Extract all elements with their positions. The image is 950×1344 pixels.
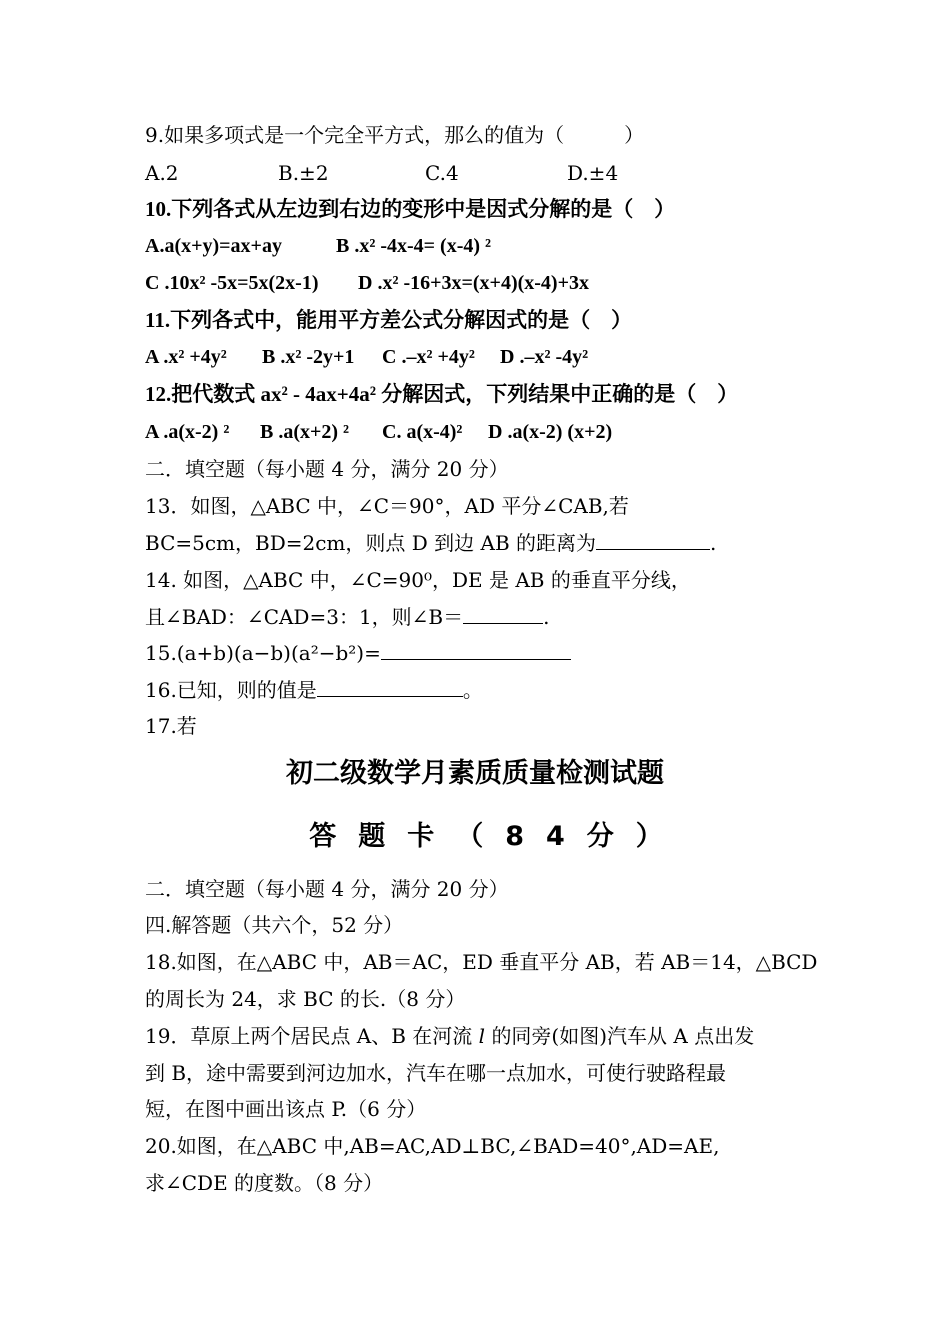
q14-line1: 14. 如图，△ABC 中，∠C=90⁰，DE 是 AB 的垂直平分线， xyxy=(145,568,691,592)
q13-end: . xyxy=(710,531,717,555)
q18-line1: 18.如图，在△ABC 中，AB＝AC，ED 垂直平分 AB，若 AB＝14，△BCD xyxy=(145,950,818,974)
q13-line1: 13．如图，△ABC 中，∠C＝90°，AD 平分∠CAB,若 xyxy=(145,494,629,518)
answer-card-subtitle: 答题卡（84分） xyxy=(309,821,685,852)
q15-answer-blank[interactable] xyxy=(381,641,571,660)
q9-option-a: A.2 xyxy=(145,161,179,185)
q9-option-b: B.±2 xyxy=(278,161,329,185)
q14-text: 且∠BAD：∠CAD=3：1，则∠B＝ xyxy=(145,605,464,629)
q20-line1: 20.如图，在△ABC 中,AB=AC,AD⊥BC,∠BAD=40°,AD=AE, xyxy=(145,1134,720,1158)
q10-option-b: B .x² -4x-4= (x-4) ² xyxy=(336,235,492,257)
q11-option-b: B .x² -2y+1 xyxy=(262,346,355,368)
q20-line2: 求∠CDE 的度数。（8 分） xyxy=(145,1171,384,1195)
q10-option-c: C .10x² -5x=5x(2x-1) xyxy=(145,272,319,294)
q19-text-b: 的同旁(如图)汽车从 A 点出发 xyxy=(491,1024,755,1048)
q11-option-d: D .–x² -4y² xyxy=(500,346,589,368)
q12-option-c: C. a(x-4)² xyxy=(382,421,463,443)
q9-option-c: C.4 xyxy=(425,161,459,185)
q11-option-c: C .–x² +4y² xyxy=(382,346,475,368)
answer-card-title: 初二级数学月素质质量检测试题 xyxy=(286,758,664,789)
q9-stem: 9.如果多项式是一个完全平方式，那么的值为（ ） xyxy=(145,123,645,147)
q16-line xyxy=(145,677,483,703)
q19-river-variable: l xyxy=(478,1024,486,1048)
q14-answer-blank[interactable] xyxy=(463,605,543,624)
answer-section-fill-in: 二．填空题（每小题 4 分，满分 20 分） xyxy=(145,877,509,901)
q10-option-a: A.a(x+y)=ax+ay xyxy=(145,235,282,257)
section-fill-in-heading: 二．填空题（每小题 4 分，满分 20 分） xyxy=(145,457,509,481)
q15-line xyxy=(145,640,571,666)
q19-text-a: 19．草原上两个居民点 A、B 在河流 xyxy=(145,1024,473,1048)
q14-end: . xyxy=(543,605,550,629)
q16-end: 。 xyxy=(462,678,483,702)
q11-stem: 11.下列各式中，能用平方差公式分解因式的是（ ） xyxy=(145,308,633,332)
q19-line2: 到 B，途中需要到河边加水，汽车在哪一点加水，可使行驶路程最 xyxy=(145,1061,727,1085)
q12-option-a: A .a(x-2) ² xyxy=(145,421,230,443)
answer-section-solutions: 四.解答题（共六个，52 分） xyxy=(145,913,404,937)
q19-line3: 短，在图中画出该点 P.（6 分） xyxy=(145,1097,427,1121)
q13-text: BC=5cm，BD=2cm，则点 D 到边 AB 的距离为 xyxy=(145,531,597,555)
q10-option-d: D .x² -16+3x=(x+4)(x-4)+3x xyxy=(358,272,589,294)
q12-option-b: B .a(x+2) ² xyxy=(260,421,350,443)
q9-option-d: D.±4 xyxy=(567,161,619,185)
q16-answer-blank[interactable] xyxy=(317,678,463,697)
q12-stem: 12.把代数式 ax² - 4ax+4a² 分解因式，下列结果中正确的是（ ） xyxy=(145,382,739,406)
q19-line1 xyxy=(145,1023,754,1049)
q13-answer-blank[interactable] xyxy=(596,531,710,550)
q10-stem: 10.下列各式从左边到右边的变形中是因式分解的是（ ） xyxy=(145,197,676,221)
q14-line2 xyxy=(145,604,550,630)
q13-line2 xyxy=(145,530,716,556)
q12-option-d: D .a(x-2) (x+2) xyxy=(488,421,613,443)
q18-line2: 的周长为 24，求 BC 的长.（8 分） xyxy=(145,987,466,1011)
q16-text: 16.已知，则的值是 xyxy=(145,678,317,702)
q11-option-a: A .x² +4y² xyxy=(145,346,227,368)
q17-line: 17.若 xyxy=(145,714,197,738)
q15-text: 15.(a+b)(a−b)(a²−b²)= xyxy=(145,641,381,665)
